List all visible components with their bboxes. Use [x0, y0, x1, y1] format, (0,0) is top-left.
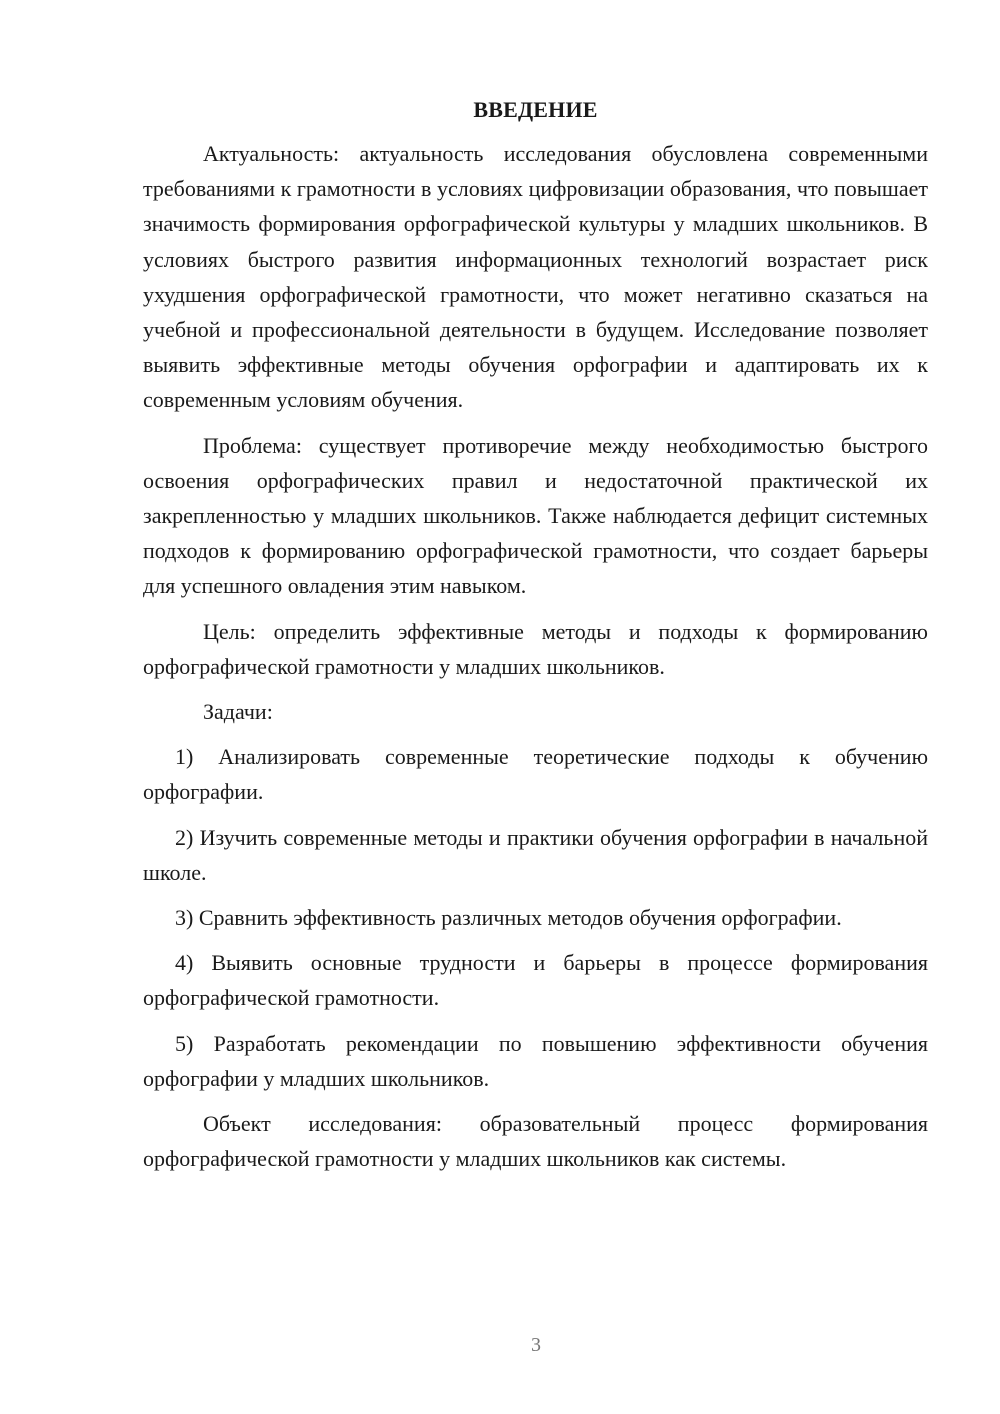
list-item: 1) Анализировать современные теоретические подходы к обучению орфографии. — [143, 744, 928, 805]
tasks-label: Задачи: — [203, 699, 273, 725]
paragraph-problem: Проблема: существует противоречие между необходимостью быстрого освоения орфографических правил и недостаточной практической их закрепленностью у младших школьников. Также наблюдается дефицит системных подходов к формированию орфографической грамотности, что создает барьеры для успешного овладения этим навыком. — [143, 432, 928, 599]
paragraph-object: Объект исследования: образовательный процесс формирования орфографической грамотности у младших школьников как системы. — [143, 1111, 928, 1172]
paragraph-relevance: Актуальность: актуальность исследования обусловлена современными требованиями к грамотности в условиях цифровизации образования, что повышает значимость формирования орфографической культуры у младших школьников. В условиях быстрого развития информационных технологий возрастает риск ухудшения орфографической грамотности, что может негативно сказаться на учебной и профессиональной деятельности в будущем. Исследование позволяет выявить эффективные методы обучения орфографии и адаптировать их к современным условиям обучения. — [143, 141, 928, 413]
list-item: 5) Разработать рекомендации по повышению эффективности обучения орфографии у младших школьников. — [143, 1030, 928, 1091]
tasks-list — [143, 739, 928, 1096]
list-item: 2) Изучить современные методы и практики обучения орфографии в начальной школе. — [143, 824, 928, 885]
page-content — [143, 92, 928, 1176]
paragraph-goal: Цель: определить эффективные методы и подходы к формированию орфографической грамотности у младших школьников. — [143, 618, 928, 679]
list-item: 3) Сравнить эффективность различных методов обучения орфографии. — [175, 905, 842, 931]
list-item: 4) Выявить основные трудности и барьеры в процессе формирования орфографической грамотности. — [143, 950, 928, 1011]
section-heading: ВВЕДЕНИЕ — [473, 97, 598, 122]
page-number: 3 — [531, 1334, 541, 1356]
